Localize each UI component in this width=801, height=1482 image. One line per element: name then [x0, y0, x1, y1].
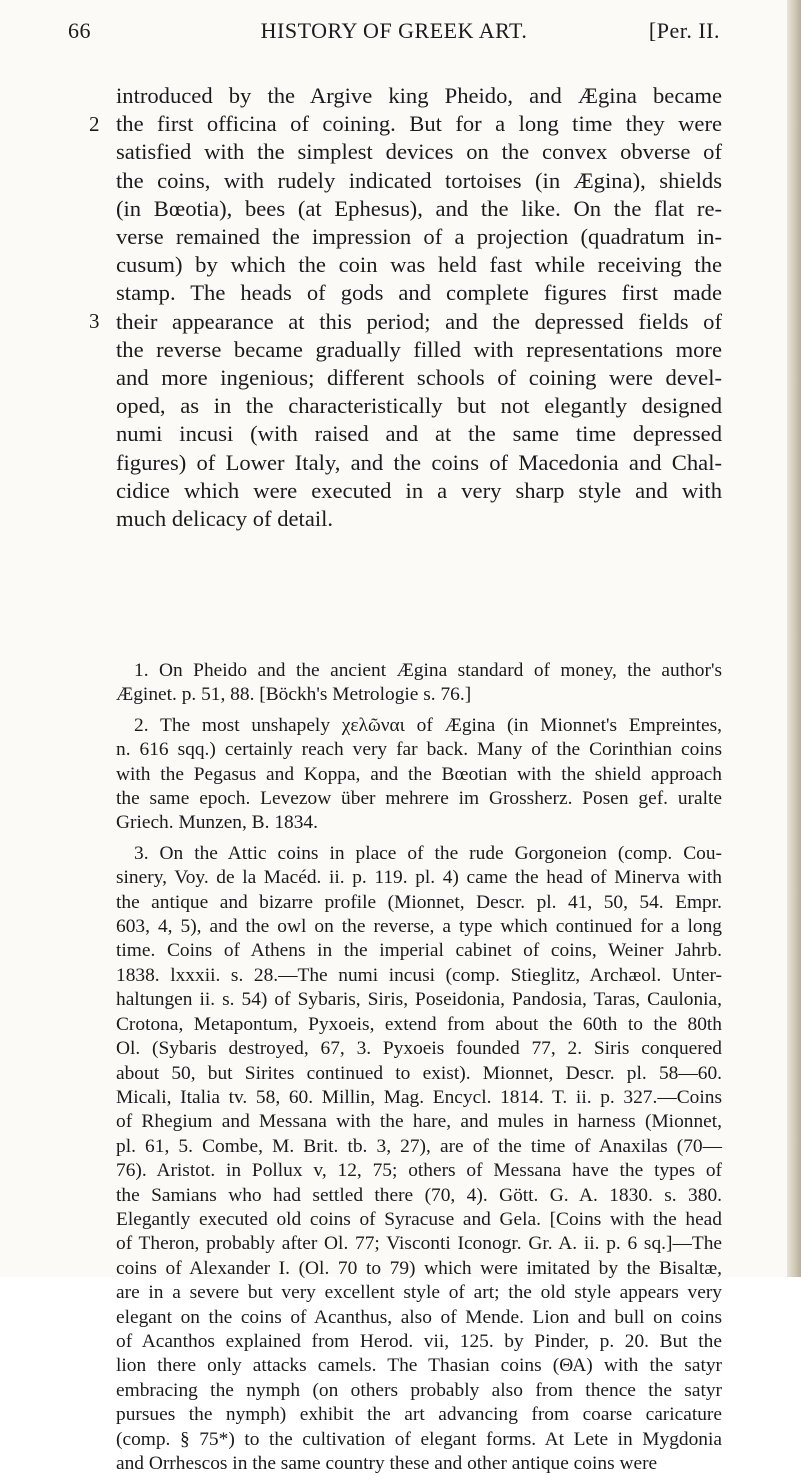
footnote-line: sinery, Voy. de la Macéd. ii. p. 119. pl. 4) came the head of Minerva with — [116, 867, 722, 889]
footnote-line: n. 616 sqq.) certainly reach very far back. Many of the Corinthian coins — [116, 739, 722, 761]
footnote-line: coins of Alexander I. (Ol. 70 to 79) which were imitated by the Bisaltæ, — [116, 1257, 722, 1279]
footnote-line: Micali, Italia tv. 58, 60. Millin, Mag. Encycl. 1814. T. ii. p. 327.—Coins — [116, 1086, 722, 1108]
page-edge-shadow — [787, 0, 801, 1277]
footnote-line: the same epoch. Levezow über mehrere im Grossherz. Posen gef. uralte — [116, 788, 722, 810]
margin-note-number: 3 — [89, 309, 100, 333]
footnote-line: of Acanthos explained from Herod. vii, 125. by Pinder, p. 20. But the — [116, 1330, 722, 1352]
text-line: introduced by the Argive king Pheido, and Ægina became — [116, 83, 722, 108]
text-line: satisfied with the simplest devices on the convex obverse of — [116, 139, 722, 165]
footnote-line: Elegantly executed old coins of Syracuse and Gela. [Coins with the head — [116, 1208, 722, 1230]
footnote-line: 2. The most unshapely χελῶναι of Ægina (in Mionnet's Empreintes, — [134, 714, 722, 736]
footnote-line: lion there only attacks camels. The Thasian coins (ΘΑ) with the satyr — [116, 1355, 722, 1377]
text-line: oped, as in the characteristically but not elegantly designed — [116, 393, 722, 419]
footnote-line: the antique and bizarre profile (Mionnet, Descr. pl. 41, 50, 54. Empr. — [116, 891, 722, 913]
footnote-line: 1. On Pheido and the ancient Ægina standard of money, the author's — [134, 660, 722, 681]
footnote — [116, 659, 722, 708]
footnote-line: about 50, but Sirites continued to exist). Mionnet, Descr. pl. 58—60. — [116, 1062, 722, 1084]
text-line: their appearance at this period; and the depressed fields of — [116, 308, 722, 334]
text-line: figures) of Lower Italy, and the coins of Macedonia and Chal- — [116, 449, 722, 475]
text-line: verse remained the impression of a projection (quadratum in- — [116, 224, 722, 250]
text-line: much delicacy of detail. — [116, 506, 334, 532]
margin-note-number: 2 — [89, 112, 100, 136]
text-line: and more ingenious; different schools of coining were devel- — [116, 365, 722, 391]
footnote-line: Griech. Munzen, B. 1834. — [116, 812, 318, 834]
footnote-line: with the Pegasus and Koppa, and the Bœotian with the shield approach — [116, 763, 722, 785]
main-text — [89, 82, 722, 533]
running-title: HISTORY OF GREEK ART. — [260, 18, 528, 43]
footnote-line: 603, 4, 5), and the owl on the reverse, a type which continued for a long — [116, 916, 722, 938]
text-line: the coins, with rudely indicated tortoises (in Ægina), shields — [116, 167, 722, 193]
footnote-line: pursues the nymph) exhibit the art advancing from coarse caricature — [116, 1404, 722, 1426]
footnote-line: Æginet. p. 51, 88. [Böckh's Metrologie s. 76.] — [116, 684, 472, 706]
footnote-line: Ol. (Sybaris destroyed, 67, 3. Pyxoeis founded 77, 2. Siris conquered — [116, 1038, 722, 1060]
text-line: the reverse became gradually filled with representations more — [116, 336, 722, 362]
text-line: the first officina of coining. But for a long time they were — [116, 111, 722, 137]
section-marker: [Per. II. — [648, 18, 720, 43]
footnote-line: and Orrhescos in the same country these and other antique coins were — [116, 1453, 658, 1474]
footnote-line: of Rhegium and Messana with the hare, and mules in harness (Mionnet, — [116, 1111, 722, 1133]
footnote — [116, 714, 722, 836]
text-line: numi incusi (with raised and at the same time depressed — [116, 421, 722, 447]
footnote-line: pl. 61, 5. Combe, M. Brit. tb. 3, 27), are of the time of Anaxilas (70— — [116, 1135, 722, 1157]
footnote-line: are in a severe but very excellent style of art; the old style appears very — [116, 1282, 722, 1304]
footnote — [116, 842, 722, 1477]
footnote-line: of Theron, probably after Ol. 77; Visconti Iconogr. Gr. A. ii. p. 6 sq.]—The — [116, 1233, 722, 1255]
text-line: (in Bœotia), bees (at Ephesus), and the like. On the flat re- — [116, 195, 722, 221]
footnote-line: embracing the nymph (on others probably also from thence the satyr — [116, 1379, 722, 1401]
footnotes — [116, 659, 722, 1482]
footnote-line: elegant on the coins of Acanthus, also of Mende. Lion and bull on coins — [116, 1306, 722, 1328]
text-line: cidice which were executed in a very sharp style and with — [116, 477, 722, 503]
footnote-line: 3. On the Attic coins in place of the rude Gorgoneion (comp. Cou- — [134, 842, 722, 864]
text-line: cusum) by which the coin was held fast while receiving the — [116, 252, 722, 278]
footnote-line: (comp. § 75*) to the cultivation of elegant forms. At Lete in Mygdonia — [116, 1428, 722, 1450]
footnote-line: Crotona, Metapontum, Pyxoeis, extend from about the 60th to the 80th — [116, 1013, 722, 1035]
running-header — [68, 14, 720, 46]
footnote-line: 1838. lxxxii. s. 28.—The numi incusi (comp. Stieglitz, Archæol. Unter- — [116, 964, 722, 986]
footnote-line: 76). Aristot. in Pollux v, 12, 75; others of Messana have the types of — [116, 1160, 722, 1182]
footnote-line: time. Coins of Athens in the imperial cabinet of coins, Weiner Jahrb. — [116, 940, 722, 962]
footnote-line: the Samians who had settled there (70, 4). Gött. G. A. 1830. s. 380. — [116, 1184, 722, 1206]
footnote-line: haltungen ii. s. 54) of Sybaris, Siris, Poseidonia, Pandosia, Taras, Caulonia, — [116, 989, 722, 1011]
text-line: stamp. The heads of gods and complete figures first made — [116, 280, 722, 306]
page-number: 66 — [68, 18, 91, 43]
